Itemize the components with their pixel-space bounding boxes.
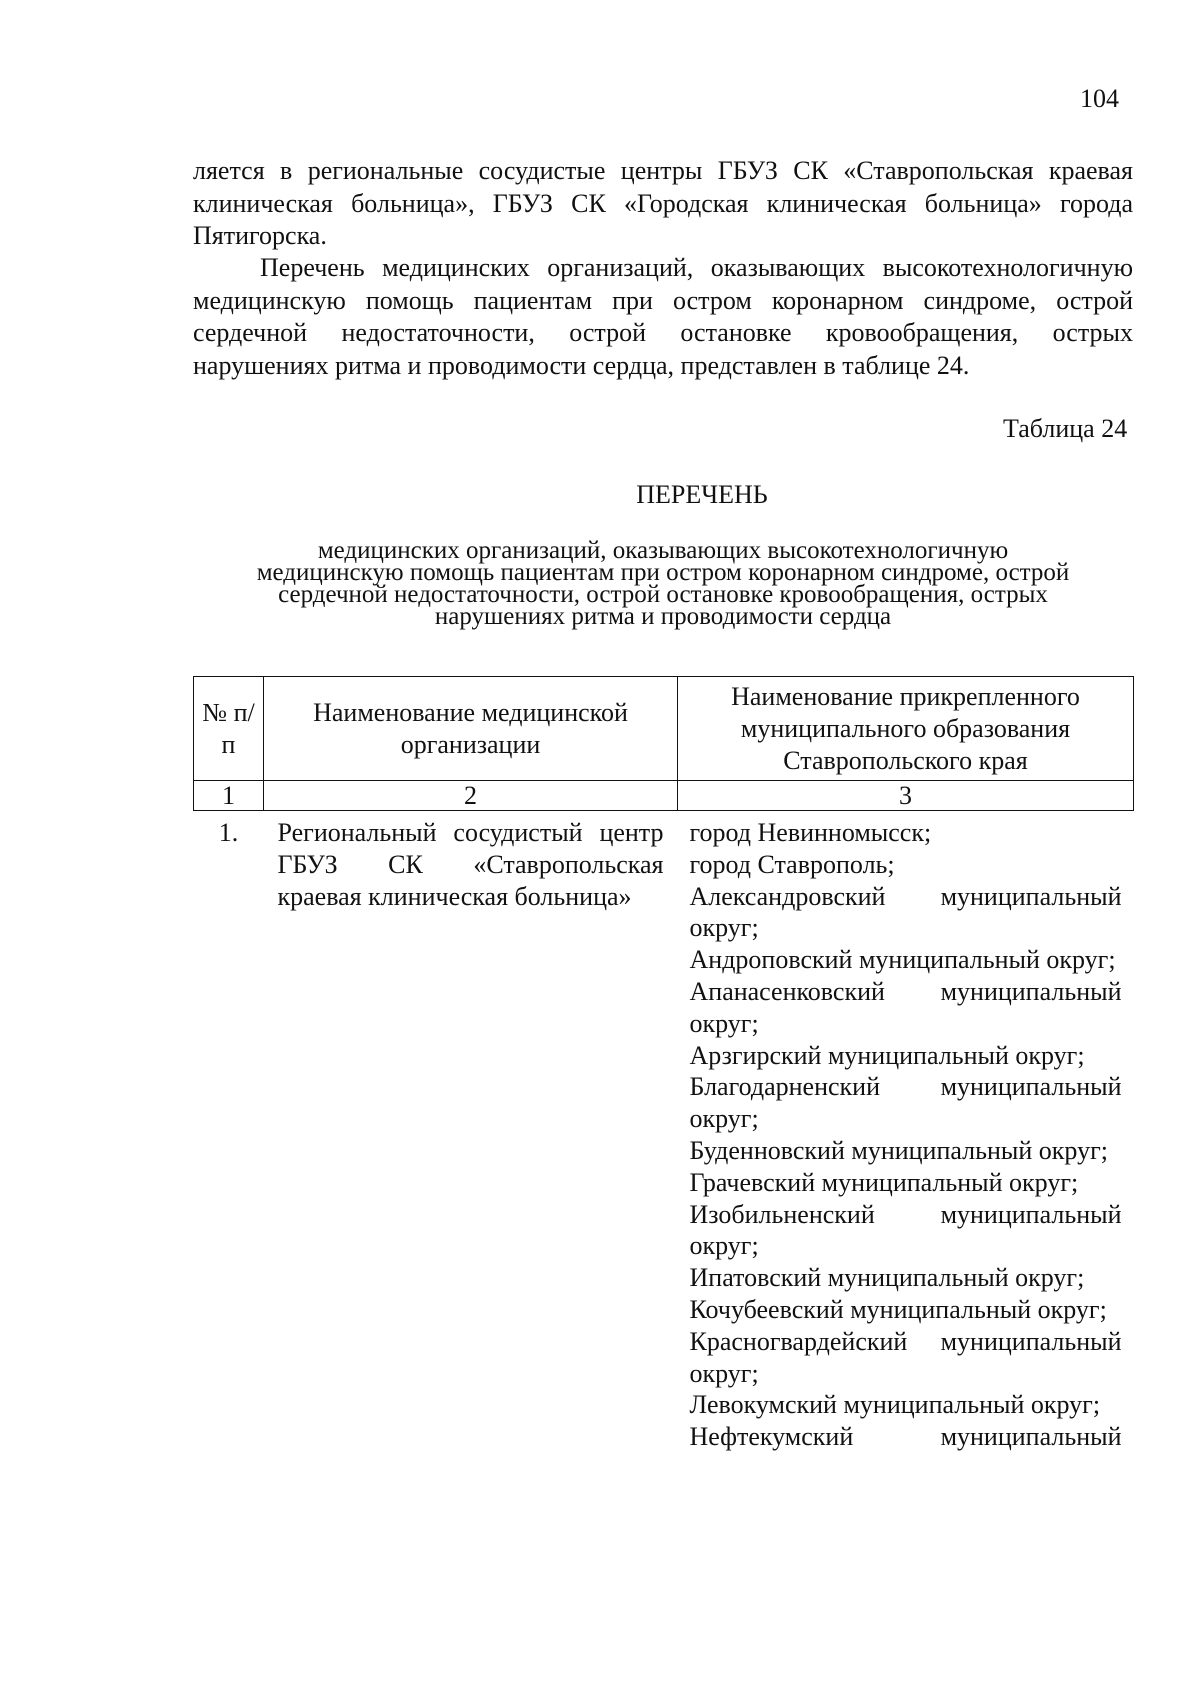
row-number: 1. (218, 818, 239, 847)
paragraph-list-reference: Перечень медицинских организаций, оказывающих высокотехнологичную медицинскую помощь пациентам при остром коронарном синдроме, острой сердечной недостаточности, острой остановке кровообращения, острых нарушениях ритма и проводимости сердца, представлен в таблице 24. (193, 253, 1133, 380)
list-item: Кочубеевский муниципальный округ; (689, 1294, 1107, 1324)
table-header-row (194, 677, 1134, 781)
municipality-list (678, 811, 1134, 1453)
list-item: Грачевский муниципальный округ; (689, 1167, 1079, 1197)
list-subtitle-line: сердечной недостаточности, острой остановке кровообращения, острых (278, 581, 1048, 608)
list-item: Красногвардейский муниципальный округ; (689, 1326, 1122, 1388)
list-subtitle (193, 537, 1133, 630)
table-row (194, 811, 1134, 1453)
list-item: Апанасенковский муниципальный округ; (689, 976, 1122, 1038)
list-subtitle-line: медицинскую помощь пациентам при остром коронарном синдроме, острой (256, 559, 1070, 586)
list-item: Нефтекумский муниципальный (689, 1422, 1122, 1452)
list-item: Буденновский муниципальный округ; (689, 1135, 1108, 1165)
header-municipality: Наименование прикрепленного муниципального образования Ставропольского края (678, 677, 1134, 781)
header-number: № п/п (194, 677, 264, 781)
paragraph-intro: ляется в региональные сосудистые центры ГБУЗ СК «Ставропольская краевая клиническая больница», ГБУЗ СК «Городская клиническая больница» города Пятигорска. (193, 156, 1133, 250)
organizations-table (193, 676, 1134, 1453)
list-item: Левокумский муниципальный округ; (689, 1390, 1101, 1420)
list-item: Изобильненский муниципальный округ; (689, 1199, 1122, 1261)
list-subtitle-line: нарушениях ритма и проводимости сердца (434, 603, 892, 630)
list-item: Андроповский муниципальный округ; (689, 945, 1116, 975)
list-item: Благодарненский муниципальный округ; (689, 1072, 1122, 1134)
list-item: Ипатовский муниципальный округ; (689, 1263, 1085, 1293)
column-number: 3 (678, 781, 1134, 811)
table-label: Таблица 24 (1003, 414, 1128, 443)
list-item: город Невинномысск; (689, 818, 932, 847)
list-title: ПЕРЕЧЕНЬ (636, 480, 768, 509)
column-number: 2 (264, 781, 678, 811)
list-item: Арзгирский муниципальный округ; (689, 1040, 1085, 1070)
page-number: 104 (1080, 84, 1119, 113)
list-item: город Ставрополь; (689, 849, 895, 879)
column-number: 1 (194, 781, 264, 811)
list-subtitle-line: медицинских организаций, оказывающих высокотехнологичную (317, 537, 1009, 564)
column-number-row (194, 781, 1134, 811)
organization-name: Региональный сосудистый центр ГБУЗ СК «Ставропольская краевая клиническая больница» (277, 818, 664, 911)
list-item: Александровский муниципальный округ; (689, 881, 1122, 943)
header-organization: Наименование медицинской организации (264, 677, 678, 781)
